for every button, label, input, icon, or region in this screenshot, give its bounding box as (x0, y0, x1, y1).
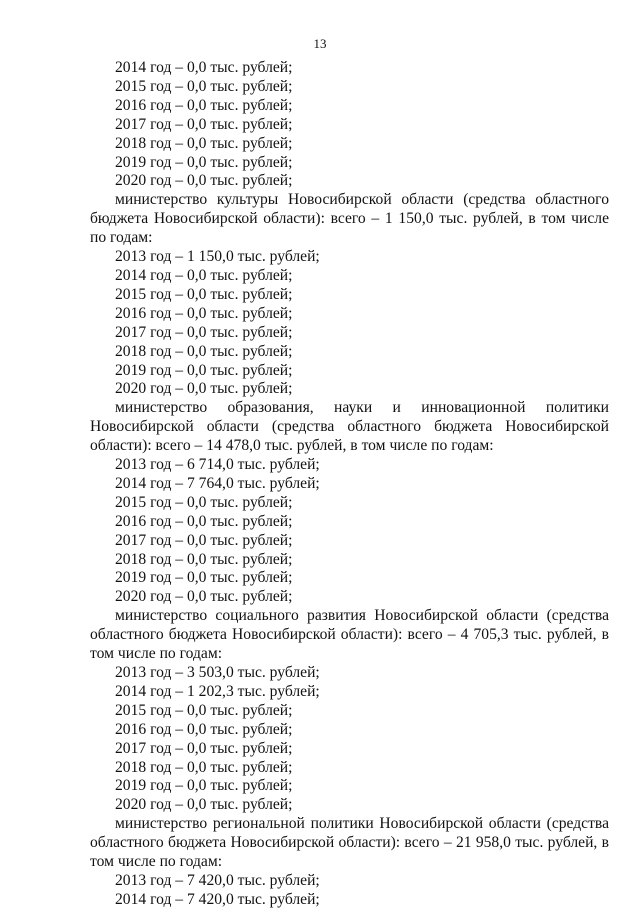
funding-line: 2018 год – 0,0 тыс. рублей; (115, 342, 293, 360)
funding-line: 2014 год – 0,0 тыс. рублей; (115, 59, 293, 76)
page-number: 13 (313, 36, 327, 51)
funding-line: 2017 год – 0,0 тыс. рублей; (115, 531, 293, 549)
funding-line: 2020 год – 0,0 тыс. рублей; (115, 796, 293, 814)
funding-line: 2016 год – 0,0 тыс. рублей; (115, 720, 293, 738)
funding-line: 2016 год – 0,0 тыс. рублей; (115, 304, 293, 322)
funding-line: 2017 год – 0,0 тыс. рублей; (115, 739, 293, 757)
funding-line: 2019 год – 0,0 тыс. рублей; (115, 153, 293, 171)
funding-line: 2017 год – 0,0 тыс. рублей; (115, 323, 293, 341)
funding-line: 2014 год – 7 420,0 тыс. рублей; (115, 890, 320, 908)
funding-line: 2014 год – 7 764,0 тыс. рублей; (115, 474, 320, 492)
funding-line: 2015 год – 0,0 тыс. рублей; (115, 493, 293, 511)
funding-line: 2014 год – 1 202,3 тыс. рублей; (115, 682, 320, 700)
funding-line: 2015 год – 0,0 тыс. рублей; (115, 77, 293, 95)
funding-line: 2020 год – 0,0 тыс. рублей; (115, 588, 293, 606)
document-body (90, 59, 609, 910)
funding-line: 2015 год – 0,0 тыс. рублей; (115, 701, 293, 719)
paragraph: министерство региональной политики Новосибирской области (средства областного бюджета Новосибирской области): всего – 21 958,0 тыс. рублей, в том числе по годам: (90, 815, 609, 871)
funding-line: 2016 год – 0,0 тыс. рублей; (115, 96, 293, 114)
funding-line: 2013 год – 1 150,0 тыс. рублей; (115, 248, 320, 266)
funding-line: 2015 год – 0,0 тыс. рублей; (115, 285, 293, 303)
funding-line: 2019 год – 0,0 тыс. рублей; (115, 569, 293, 587)
funding-line: 2019 год – 0,0 тыс. рублей; (115, 361, 293, 379)
funding-line: 2019 год – 0,0 тыс. рублей; (115, 777, 293, 795)
paragraph: министерство образования, науки и инновационной политики Новосибирской области (средства областного бюджета Новосибирской области): всего – 14 478,0 тыс. рублей, в том числе по годам: (90, 399, 609, 455)
funding-line: 2017 год – 0,0 тыс. рублей; (115, 115, 293, 133)
funding-line: 2016 год – 0,0 тыс. рублей; (115, 512, 293, 530)
funding-line: 2020 год – 0,0 тыс. рублей; (115, 172, 293, 190)
funding-line: 2013 год – 3 503,0 тыс. рублей; (115, 664, 320, 681)
paragraph: министерство социального развития Новосибирской области (средства областного бюджета Новосибирской области): всего – 4 705,3 тыс. рублей, в том числе по годам: (90, 607, 609, 663)
funding-line: 2013 год – 7 420,0 тыс. рублей; (115, 871, 320, 889)
funding-line: 2014 год – 0,0 тыс. рублей; (115, 266, 293, 284)
funding-line: 2013 год – 6 714,0 тыс. рублей; (115, 456, 320, 474)
funding-line: 2018 год – 0,0 тыс. рублей; (115, 758, 293, 776)
funding-line: 2018 год – 0,0 тыс. рублей; (115, 134, 293, 152)
funding-line: 2020 год – 0,0 тыс. рублей; (115, 380, 293, 398)
funding-line: 2018 год – 0,0 тыс. рублей; (115, 550, 293, 568)
paragraph: министерство культуры Новосибирской области (средства областного бюджета Новосибирской области): всего – 1 150,0 тыс. рублей, в том числе по годам: (90, 191, 609, 247)
